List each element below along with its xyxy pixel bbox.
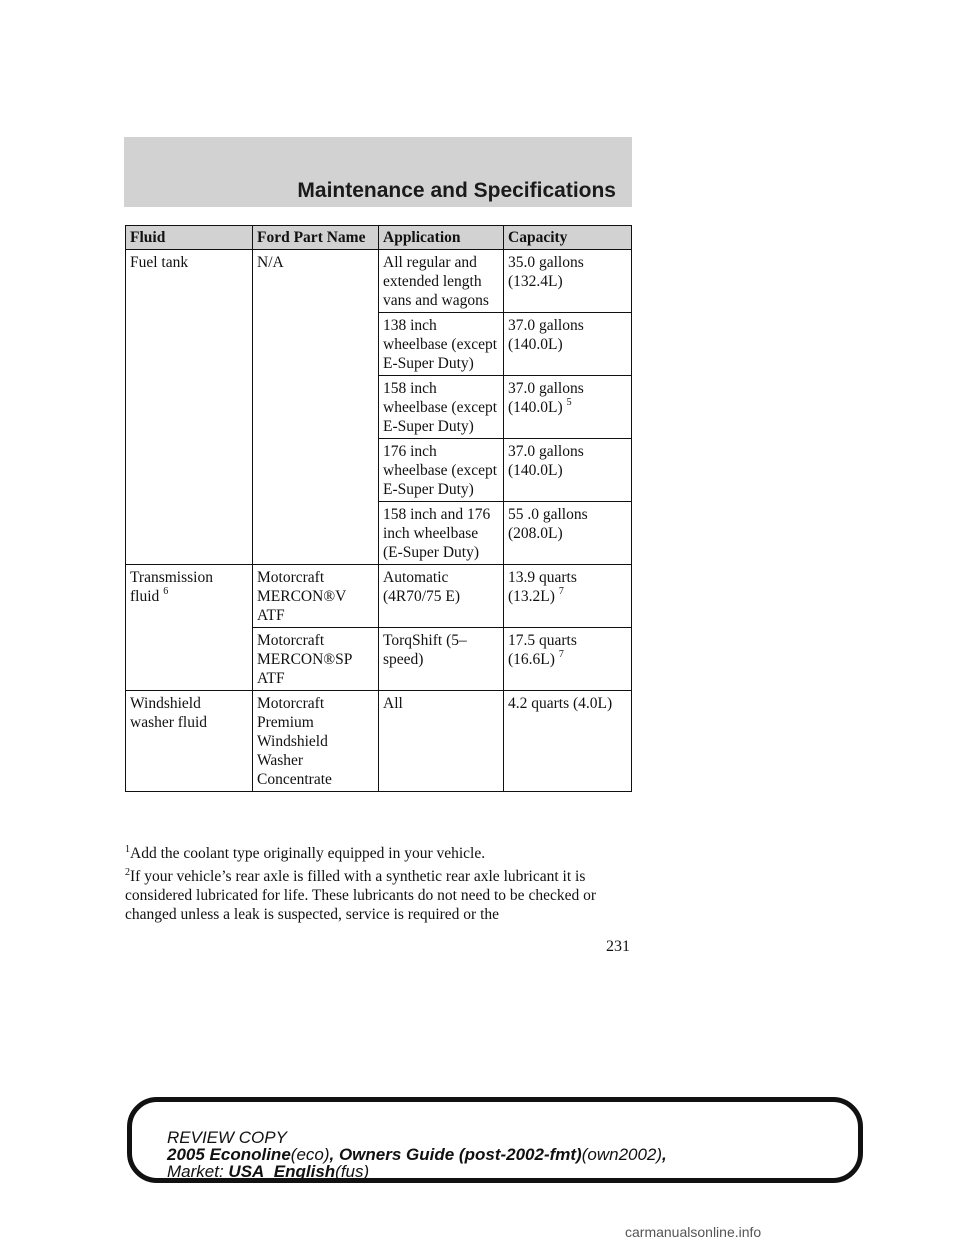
fluid-cell (126, 565, 253, 691)
application-cell: TorqShift (5–speed) (379, 628, 504, 691)
footnote-ref: 5 (566, 397, 572, 408)
column-header-application: Application (379, 226, 504, 250)
separator: , (662, 1145, 667, 1164)
column-header-fluid: Fluid (126, 226, 253, 250)
part-name-cell: Motorcraft MERCON®SP ATF (253, 628, 379, 691)
market-label: Market: (167, 1162, 224, 1181)
section-title: Maintenance and Specifications (297, 179, 616, 202)
footnote-text: Add the coolant type originally equipped in your vehicle. (130, 845, 486, 862)
capacity-cell (504, 628, 632, 691)
footnote-ref: 7 (558, 586, 564, 597)
fluid-value: Transmission fluid (130, 569, 213, 605)
part-name-cell: N/A (253, 250, 379, 565)
footnote-text: If your vehicle’s rear axle is filled with a synthetic rear axle lubricant it is considered lubricated for life. These lubricants do not need to be checked or changed unless a leak is suspected, service is required or the (125, 868, 596, 923)
watermark: carmanualsonline.info (625, 1224, 762, 1240)
market-name: USA_English (228, 1162, 336, 1181)
fluid-cell: Fuel tank (126, 250, 253, 565)
guide-name: , Owners Guide (post-2002-fmt) (329, 1145, 582, 1164)
application-cell: All regular and extended length vans and wagons (379, 250, 504, 313)
capacity-cell: 35.0 gallons (132.4L) (504, 250, 632, 313)
table-header-row (126, 226, 632, 250)
table-row (126, 691, 632, 792)
capacity-cell: 37.0 gallons (140.0L) (504, 439, 632, 502)
document-info-line (167, 1146, 847, 1163)
column-header-capacity: Capacity (504, 226, 632, 250)
application-cell: 158 inch wheelbase (except E-Super Duty) (379, 376, 504, 439)
capacity-cell: 37.0 gallons (140.0L) (504, 313, 632, 376)
application-cell: 158 inch and 176 inch wheelbase (E-Super Duty) (379, 502, 504, 565)
capacity-value: 37.0 gallons (140.0L) (508, 380, 584, 416)
fluid-capacity-table (125, 225, 632, 792)
part-name-cell: Motorcraft Premium Windshield Washer Concentrate (253, 691, 379, 792)
page-number: 231 (606, 938, 630, 955)
capacity-cell (504, 565, 632, 628)
footnote-number: 2 (125, 867, 130, 878)
footnote-2 (125, 867, 645, 924)
model-code: (eco) (290, 1145, 330, 1164)
capacity-value: 13.9 quarts (13.2L) (508, 569, 577, 605)
application-cell: All (379, 691, 504, 792)
capacity-cell: 4.2 quarts (4.0L) (504, 691, 632, 792)
guide-code: (own2002) (581, 1145, 663, 1164)
footnote-1 (125, 844, 645, 863)
table-row (126, 250, 632, 313)
market-code: (fus) (335, 1162, 370, 1181)
application-cell: Automatic (4R70/75 E) (379, 565, 504, 628)
review-copy-box (127, 1097, 863, 1183)
model-name: 2005 Econoline (167, 1145, 291, 1164)
application-cell: 138 inch wheelbase (except E-Super Duty) (379, 313, 504, 376)
footnote-ref: 7 (558, 649, 564, 660)
capacity-value: 17.5 quarts (16.6L) (508, 632, 577, 668)
part-name-cell: Motorcraft MERCON®V ATF (253, 565, 379, 628)
footnote-number: 1 (125, 844, 130, 855)
market-line (167, 1163, 847, 1180)
table-row (126, 565, 632, 628)
column-header-part-name: Ford Part Name (253, 226, 379, 250)
fluid-cell: Windshield washer fluid (126, 691, 253, 792)
footnote-ref: 6 (163, 586, 169, 597)
review-copy-label: REVIEW COPY (167, 1128, 287, 1147)
section-header-band (124, 137, 632, 207)
application-cell: 176 inch wheelbase (except E-Super Duty) (379, 439, 504, 502)
capacity-cell (504, 376, 632, 439)
footnotes (125, 844, 645, 928)
capacity-cell: 55 .0 gallons (208.0L) (504, 502, 632, 565)
